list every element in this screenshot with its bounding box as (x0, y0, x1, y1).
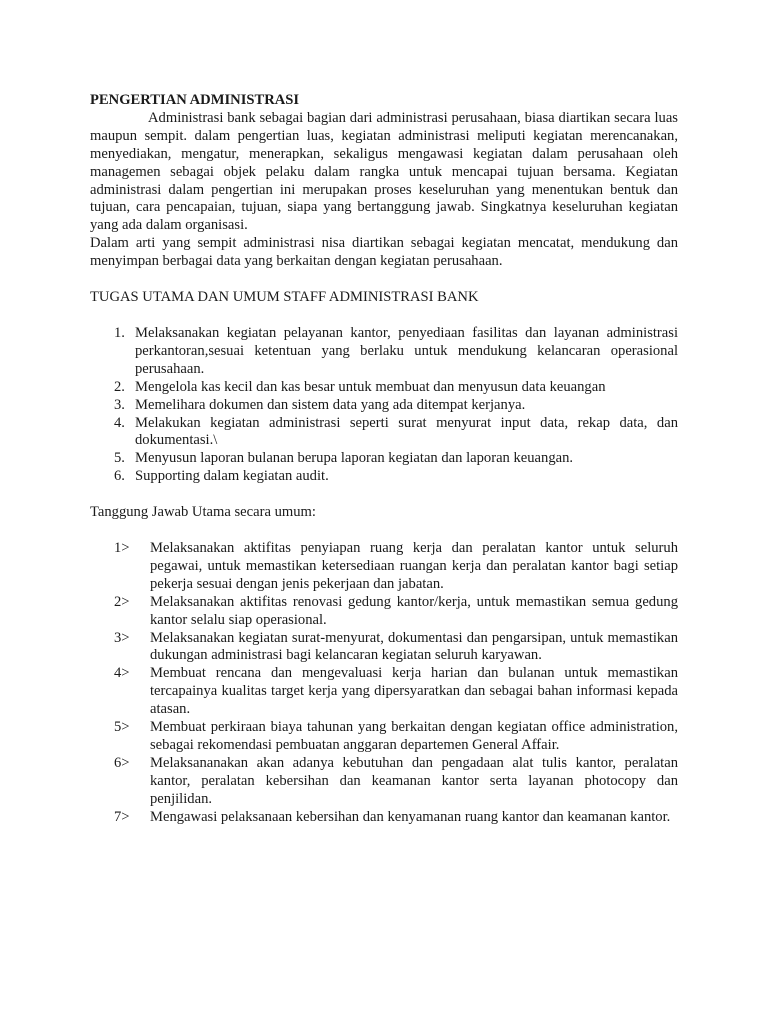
list-number: 6. (114, 468, 125, 485)
list-item-text: Melaksananakan akan adanya kebutuhan dan pengadaan alat tulis kantor, peralatan kantor, peralatan kebersihan dan keamanan kantor serta layanan photocopy dan penjilidan. (150, 754, 678, 807)
list-item-text: Membuat rencana dan mengevaluasi kerja harian dan bulanan untuk memastikan tercapainya kualitas target kerja yang dipersyaratkan dan sebagai bahan informasi kepada atasan. (150, 665, 678, 718)
list-item-text: Melaksanakan kegiatan surat-menyurat, dokumentasi dan pengarsipan, untuk memastikan dukungan administrasi bagi kelancaran kegiatan seluruh karyawan. (150, 629, 678, 664)
list-number: 2. (114, 378, 125, 395)
list-item (90, 594, 678, 630)
list-number: 5> (114, 719, 130, 736)
list-number: 3> (114, 629, 130, 646)
list-item-text: Menyusun laporan bulanan berupa laporan kegiatan dan laporan keuangan. (135, 450, 574, 467)
list-item-text: Memelihara dokumen dan sistem data yang ada ditempat kerjanya. (135, 396, 526, 413)
list-item-text: Melakukan kegiatan administrasi seperti surat menyurat input data, rekap data, dan dokumentasi.\ (135, 414, 678, 449)
list-number: 7> (114, 808, 130, 825)
list-item (90, 719, 678, 755)
list-item (90, 468, 678, 486)
list-item (90, 755, 678, 809)
definition-paragraph: Administrasi bank sebagai bagian dari administrasi perusahaan, biasa diartikan secara luas maupun sempit. dalam pengertian luas, kegiatan administrasi meliputi kegiatan merencanakan, menyediakan, mengatur, menerapkan, sekaligus mengawasi kegiatan dalam perusahaan oleh managemen sebagai objek pelaku dalam rangka untuk mencapai tujuan bersama. Kegiatan administrasi dalam pengertian ini merupakan proses keseluruhan yang menentukan bentuk dan tujuan, cara pencapaian, tujuan, siapa yang bertanggung jawab. Singkatnya keseluruhan kegiatan yang ada dalam organisasi. (90, 109, 678, 234)
list-number: 3. (114, 396, 125, 413)
list-number: 4> (114, 665, 130, 682)
duties-heading: TUGAS UTAMA DAN UMUM STAFF ADMINISTRASI BANK (90, 289, 479, 306)
list-item (90, 415, 678, 451)
list-item (90, 630, 678, 666)
section-title: PENGERTIAN ADMINISTRASI (90, 92, 300, 108)
list-item (90, 379, 678, 397)
responsibilities-list (90, 540, 678, 827)
list-item (90, 540, 678, 594)
list-item-text: Melaksanakan kegiatan pelayanan kantor, penyediaan fasilitas dan layanan administrasi perkantoran,sesuai ketentuan yang berlaku untuk mendukung kelancaran operasional perusahaan. (135, 324, 678, 377)
list-item-text: Mengelola kas kecil dan kas besar untuk membuat dan menyusun data keuangan (135, 378, 606, 395)
list-number: 1> (114, 540, 130, 557)
list-item (90, 809, 678, 827)
list-item-text: Melaksanakan aktifitas renovasi gedung kantor/kerja, untuk memastikan semua gedung kantor selalu siap operasional. (150, 593, 678, 628)
list-item-text: Melaksanakan aktifitas penyiapan ruang kerja dan peralatan kantor untuk seluruh pegawai, untuk memastikan ketersediaan ruangan kerja dan peralatan kantor bagi setiap pekerja sesuai dengan jenis pekerjaan dan jabatan. (150, 540, 678, 592)
duties-list (90, 325, 678, 486)
list-item-text: Supporting dalam kegiatan audit. (135, 468, 329, 485)
list-item (90, 665, 678, 719)
list-item (90, 325, 678, 379)
list-number: 5. (114, 450, 125, 467)
list-number: 1. (114, 324, 125, 341)
list-number: 2> (114, 593, 130, 610)
list-item-text: Membuat perkiraan biaya tahunan yang berkaitan dengan kegiatan office administration, sebagai rekomendasi pembuatan anggaran departemen General Affair. (150, 719, 678, 753)
list-item-text: Mengawasi pelaksanaan kebersihan dan kenyamanan ruang kantor dan keamanan kantor. (150, 808, 671, 825)
list-number: 4. (114, 414, 125, 431)
narrow-definition-paragraph: Dalam arti yang sempit administrasi nisa diartikan sebagai kegiatan mencatat, mendukung dan menyimpan berbagai data yang berkaitan dengan kegiatan perusahaan. (90, 235, 678, 270)
list-number: 6> (114, 754, 130, 771)
list-item (90, 450, 678, 468)
list-item (90, 397, 678, 415)
responsibilities-heading: Tanggung Jawab Utama secara umum: (90, 504, 316, 521)
